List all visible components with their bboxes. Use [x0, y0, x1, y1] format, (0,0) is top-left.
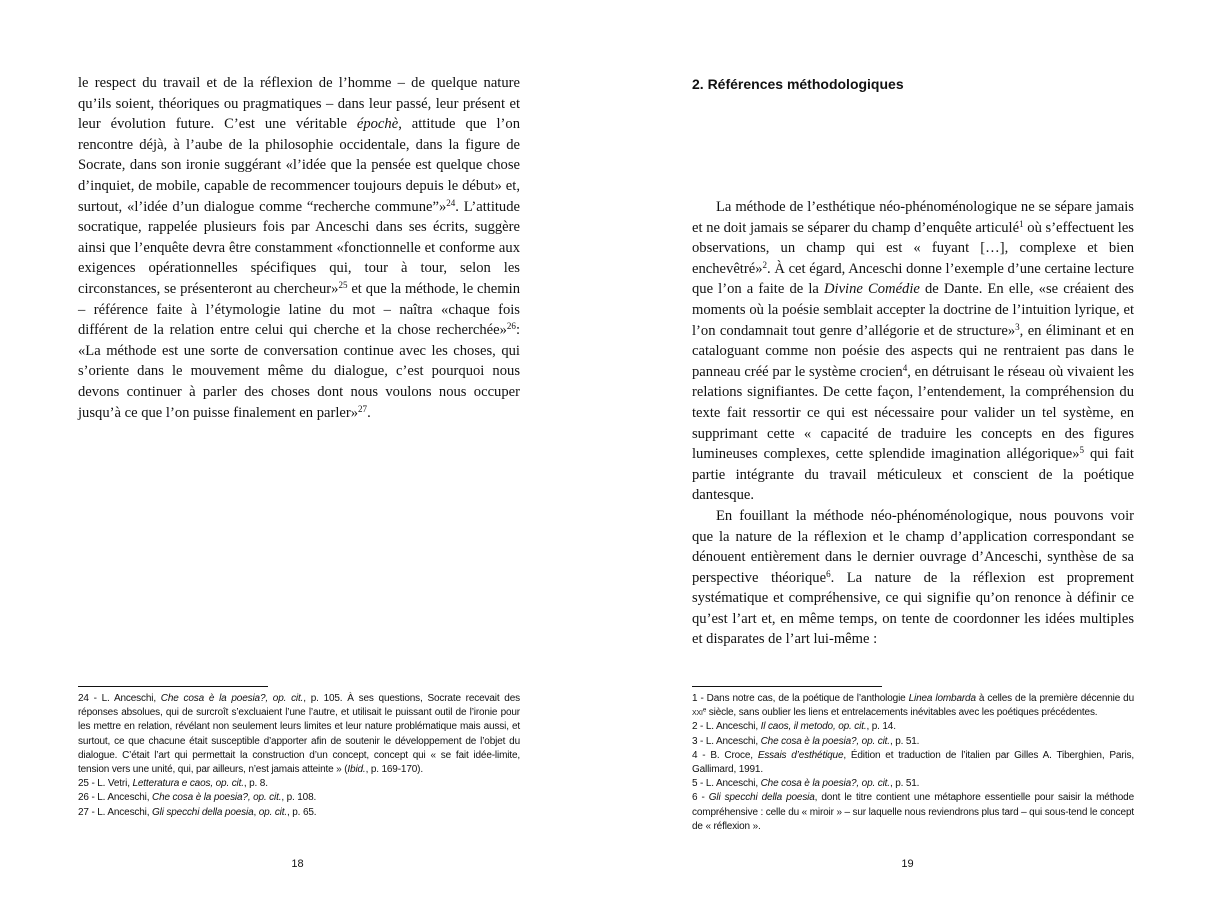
text-run: . La nature de la réflexion est proprement systématique et compréhensive, ce qui signifie qu’on renonce à définir ce qu’est l’art et, en même temps, on tente de coordonner les idées multiples et disparates de l’art lui-même :	[692, 569, 1134, 648]
text-run: 6 -	[692, 792, 709, 804]
text-run: qui fait partie intégrante du travail méticuleux et conscient de la poétique dantesque.	[692, 446, 1134, 504]
text-run: 24 - L. Anceschi,	[78, 693, 161, 704]
text-run: . L’attitude socratique, rappelée plusieurs fois par Anceschi dans ses écrits, suggère ainsi que l’enquête devra être constamment «fonctionnelle et conforme aux exigences opérationnelles spécifiques qui, tour à tour, selon les circonstances, se présenteront au chercheur»	[78, 198, 520, 297]
footnote	[692, 777, 1134, 791]
body-text	[78, 73, 520, 423]
text-run: où s’effectuent les observations, un champ qui est « fuyant […], complexe et bien enchevêtré»	[692, 219, 1134, 277]
text-run: , p. 51.	[889, 735, 920, 747]
footnote	[78, 692, 520, 777]
footnote-ref: 5	[1079, 445, 1085, 456]
footnote-separator	[692, 686, 882, 687]
text-run: 1 - Dans notre cas, de la poétique de l’anthologie	[692, 693, 909, 704]
italic-text: Gli specchi della poesia	[152, 806, 254, 818]
italic-text: Che cosa è la poesia?, op. cit.	[160, 693, 304, 704]
footnote-ref: 6	[826, 568, 831, 579]
text-run: le respect du travail et de la réflexion de l’homme – de quelque nature qu’ils soient, théoriques ou pragmatiques – dans leur passé, leur présent et leur évolution future. C’est une véritable	[78, 75, 520, 133]
italic-text: Che cosa è la poesia?, op. cit.	[152, 792, 282, 804]
footnote	[78, 806, 520, 820]
italic-text: Il caos, il metodo, op. cit.	[760, 721, 867, 733]
italic-text: Che cosa è la poesia?, op. cit.	[760, 778, 890, 790]
text-run: 4 - B. Croce,	[692, 749, 758, 761]
footnote-ref: 26	[506, 321, 516, 332]
footnote	[692, 791, 1134, 834]
text-run: , en éliminant et en cataloguant comme non poésie des aspects qui ne rentraient pas dans le panneau créé par le système crocien	[692, 322, 1134, 380]
footnotes	[78, 692, 520, 820]
paragraph	[692, 197, 1134, 506]
footnote	[78, 791, 520, 805]
text-run: , p. 169-170).	[365, 764, 423, 776]
text-run: ,	[253, 806, 259, 818]
superscript: e	[702, 706, 707, 714]
text-run: , p. 65.	[287, 806, 317, 818]
text-run: La méthode de l’esthétique néo-phénoménologique ne se sépare jamais et ne doit jamais se séparer du champ d’enquête articulé	[692, 199, 1134, 236]
text-run: , p. 51.	[889, 778, 920, 790]
text-run: 5 - L. Anceschi,	[692, 778, 761, 790]
text-run: , p. 14.	[866, 721, 896, 733]
footnote-ref: 1	[1019, 218, 1024, 229]
text-run: .	[367, 404, 371, 421]
footnote-ref: 25	[338, 279, 348, 290]
text-run: siècle, sans oublier les liens et entrelacements inévitables avec les poétiques précédentes.	[706, 707, 1098, 719]
text-run: 2 - L. Anceschi,	[692, 721, 761, 733]
footnote	[692, 735, 1134, 749]
section-heading: 2. Références méthodologiques	[692, 76, 904, 92]
footnote	[78, 777, 520, 791]
text-run: . À cet égard, Anceschi donne l’exemple d’une certaine lecture que l’on a faite de la	[692, 260, 1134, 298]
text-run: et que la méthode, le chemin – référence faite à l’étymologie latine du mot – naîtra «chaque fois différent de la relation entre celui qui cherche et la chose recherchée»	[78, 280, 520, 339]
footnote	[692, 749, 1134, 777]
text-run: , dont le titre contient une métaphore essentielle pour saisir la méthode compréhensive : celle du « miroir » – sur laquelle nous reviendrons plus tard – qui sous-tend le concept de « réflexion ».	[692, 792, 1134, 832]
footnote-ref: 24	[446, 197, 456, 208]
footnote	[692, 692, 1134, 720]
italic-text: Essais d’esthétique	[757, 749, 844, 761]
text-run: , p. 8.	[243, 778, 268, 790]
text-run: 3 - L. Anceschi,	[692, 735, 761, 747]
italic-text: Gli specchi della poesia	[708, 792, 815, 804]
page-number: 18	[291, 858, 304, 870]
footnote-ref: 2	[762, 259, 768, 270]
text-run: : «La méthode est une sorte de conversation continue avec les choses, qui s’oriente dans le mouvement même du dialogue, c’est pourquoi nous devons continuer à parler des choses dont nous voulons nous occuper jusqu’à ce que l’on puisse finalement en parler»	[78, 322, 520, 421]
text-run: 27 - L. Anceschi,	[78, 806, 153, 818]
footnote	[692, 720, 1134, 734]
footnotes	[692, 692, 1134, 834]
italic-text: op. cit.	[258, 806, 288, 818]
page-number: 19	[901, 858, 914, 870]
text-run: , en détruisant le réseau où vivaient les relations signifiantes. De cette façon, l’entendement, la compréhension du texte fait ressortir ce qui est nécessaire pour valider un tel système, en supprimant cette « capacité de traduire les concepts en des figures lumineuses complexes, cette splendide imagination allégorique»	[692, 363, 1135, 463]
paragraph	[78, 73, 520, 423]
right-page	[605, 0, 1210, 913]
small-caps-text: xxi	[692, 707, 703, 719]
italic-text: Ibid.	[347, 764, 366, 776]
text-run: à celles de la première décennie du	[975, 693, 1134, 704]
body-text	[692, 197, 1134, 650]
text-run: En fouillant la méthode néo-phénoménologique, nous pouvons voir que la nature de la réflexion et le champ d’application correspondant se dénouent entièrement dans le dernier ouvrage d’Anceschi, synthèse de sa perspective théorique	[692, 507, 1134, 586]
text-run: , attitude que l’on rencontre déjà, à l’aube de la philosophie occidentale, dans la figure de Socrate, dans son ironie suggérant «l’idée que la pensée est quelque chose d’inquiet, de mobile, capable de recommencer toujours depuis le début» et, surtout, «l’idée d’un dialogue comme “recherche commune”»	[78, 116, 520, 215]
italic-text: épochè	[356, 116, 399, 133]
text-run: 26 - L. Anceschi,	[78, 792, 153, 804]
text-run: , Édition et traduction de l’italien par Gilles A. Tiberghien, Paris, Gallimard, 1991.	[692, 749, 1134, 776]
footnote-ref: 3	[1015, 321, 1020, 332]
text-run: de Dante. En elle, «se créaient des moments où la poésie semblait accepter la doctrine de l’intuition lyrique, et l’on condamnait tout genre d’allégorie et de structure»	[692, 281, 1134, 339]
footnote-ref: 4	[902, 362, 908, 373]
text-run: 25 - L. Vetri,	[78, 778, 133, 790]
paragraph	[692, 506, 1134, 650]
text-run: , p. 105. À ses questions, Socrate recevait des réponses absolues, qui de surcroît s’excluaient l’une l’autre, et utilisait le puissant outil de l’ironie pour les mettre en relation, révélant non seulement leurs limites et leur nature problématique mais aussi, et surtout, ce que chacune était susceptible d’apporter afin de soutenir le développement de l’objet du dialogue. C’était l’art qui permettait la construction d’un concept, concept qui « se fait idée-limite, tension vers une unité, qui, par ailleurs, n’est jamais atteinte » (	[78, 693, 520, 776]
italic-text: Letteratura e caos, op. cit.	[132, 778, 244, 790]
text-run: , p. 108.	[281, 792, 317, 804]
italic-text: Divine Comédie	[823, 281, 920, 298]
footnote-separator	[78, 686, 268, 687]
footnote-ref: 27	[358, 403, 368, 414]
italic-text: Che cosa è la poesia?, op. cit.	[760, 735, 890, 747]
italic-text: Linea lombarda	[908, 693, 976, 704]
